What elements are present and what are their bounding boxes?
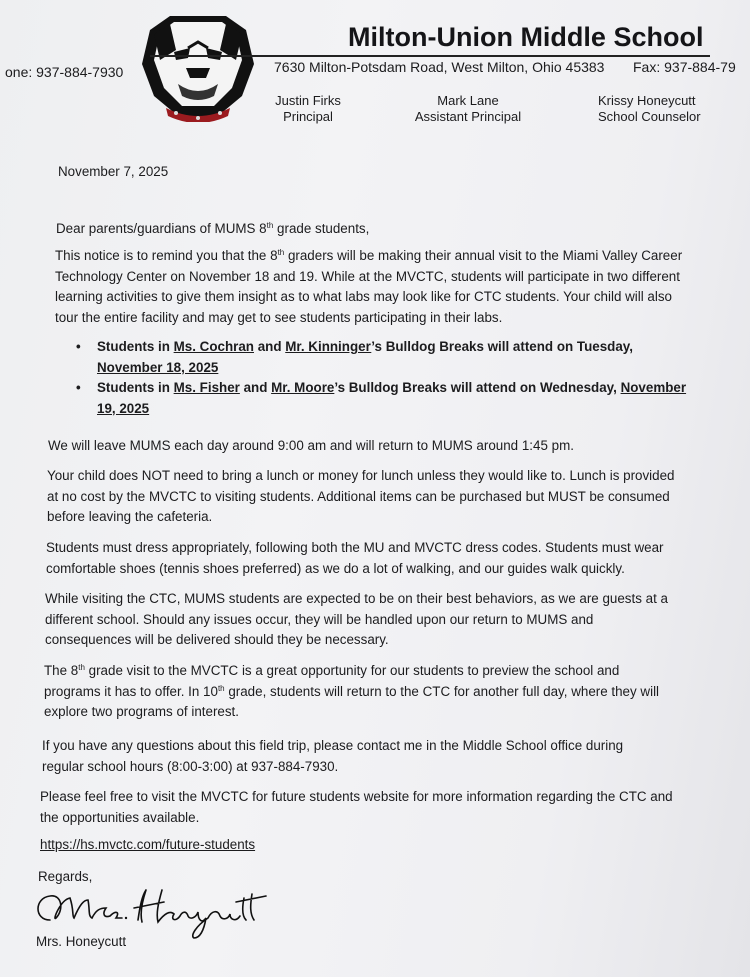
schedule-paragraph [48, 436, 574, 457]
letterhead-rule [150, 55, 710, 57]
staff-principal [270, 93, 346, 125]
paragraph-line: consequences will be delivered should they be necessary. [45, 632, 389, 648]
list-item: • Students in Ms. Fisher and Mr. Moore’s Bulldog Breaks will attend on Wednesday, November 19, 2025 [76, 378, 686, 419]
paragraph-line: different school. Should any issues occur, they will be handled upon our return to MUMS and [45, 611, 594, 627]
questions-paragraph [42, 736, 623, 777]
paragraph-line: comfortable shoes (tennis shoes preferred) as we do a lot of walking, and our guides walk quickly. [46, 560, 625, 576]
school-address: 7630 Milton-Potsdam Road, West Milton, Ohio 45383 [274, 59, 605, 75]
school-name: Milton-Union Middle School [348, 22, 704, 52]
future-students-link[interactable]: https://hs.mvctc.com/future-students [40, 837, 256, 852]
paragraph-line: The 8th grade visit to the MVCTC is a great opportunity for our students to preview the school and [44, 663, 620, 678]
staff-name: Mark Lane [437, 93, 499, 108]
list-item: • Students in Ms. Cochran and Mr. Kinninger’s Bulldog Breaks will attend on Tuesday, November 18, 2025 [76, 337, 686, 378]
paragraph-line: If you have any questions about this field trip, please contact me in the Middle School office during [42, 738, 624, 753]
visit-schedule-list [76, 337, 686, 419]
dress-code-paragraph [46, 538, 664, 579]
behavior-paragraph [45, 589, 668, 651]
paragraph-line: the opportunities available. [40, 809, 200, 825]
visit-date: 19, 2025 [97, 400, 150, 416]
paragraph-line: regular school hours (8:00-3:00) at 937-884-7930. [42, 758, 339, 774]
paragraph-line: programs it has to offer. In 10th grade, students will return to the CTC for another full day, where they will [44, 683, 660, 699]
opportunity-paragraph [44, 661, 659, 723]
bullet-icon: • [76, 380, 81, 396]
closing: Regards, [38, 869, 93, 884]
paragraph-line: at no cost by the MVCTC to visiting students. Additional items can be purchased but MUST be consumed [47, 488, 670, 504]
staff-name: Justin Firks [275, 93, 341, 108]
paragraph-line: Your child does NOT need to bring a lunch or money for lunch unless they would like to. Lunch is provided [47, 468, 675, 483]
paragraph-line: Please feel free to visit the MVCTC for future students website for more information regarding the CTC and [40, 789, 673, 804]
signer-name: Mrs. Honeycutt [36, 934, 127, 949]
bullet-icon: • [76, 339, 81, 354]
paragraph-line: Students must dress appropriately, following both the MU and MVCTC dress codes. Students must wear [46, 540, 664, 555]
school-fax: Fax: 937-884-79 [633, 59, 736, 75]
paragraph-line: tour the entire facility and may get to see students participating in their labs. [55, 309, 503, 325]
staff-title: Principal [283, 109, 333, 124]
salutation: Dear parents/guardians of MUMS 8th grade students, [56, 221, 370, 236]
letter-date: November 7, 2025 [58, 164, 169, 179]
paragraph-line: Technology Center on November 18 and 19. While at the MVCTC, students will participate in two different [55, 268, 680, 284]
staff-counselor [598, 93, 701, 125]
staff-title: School Counselor [598, 109, 701, 124]
staff-name: Krissy Honeycutt [598, 93, 696, 108]
paragraph-line: learning activities to give them insight as to what labs may look like for CTC students. Your child will also [55, 289, 673, 305]
intro-paragraph [55, 246, 682, 328]
paragraph-line: This notice is to remind you that the 8th graders will be making their annual visit to the Miami Valley Career [55, 248, 683, 263]
staff-assistant-principal [410, 93, 526, 125]
paragraph-line: We will leave MUMS each day around 9:00 am and will return to MUMS around 1:45 pm. [48, 438, 574, 453]
staff-title: Assistant Principal [414, 109, 522, 124]
website-paragraph [40, 787, 673, 828]
handwritten-signature [30, 880, 290, 942]
bulldog-mascot-logo [130, 12, 266, 122]
paragraph-line: explore two programs of interest. [44, 704, 239, 720]
paragraph-line: before leaving the cafeteria. [47, 509, 213, 525]
paragraph-line: While visiting the CTC, MUMS students are expected to be on their best behaviors, as we are guests at a [45, 591, 668, 606]
visit-date: November 18, 2025 [97, 359, 219, 375]
school-phone: one: 937-884-7930 [5, 64, 124, 80]
lunch-paragraph [47, 466, 675, 528]
